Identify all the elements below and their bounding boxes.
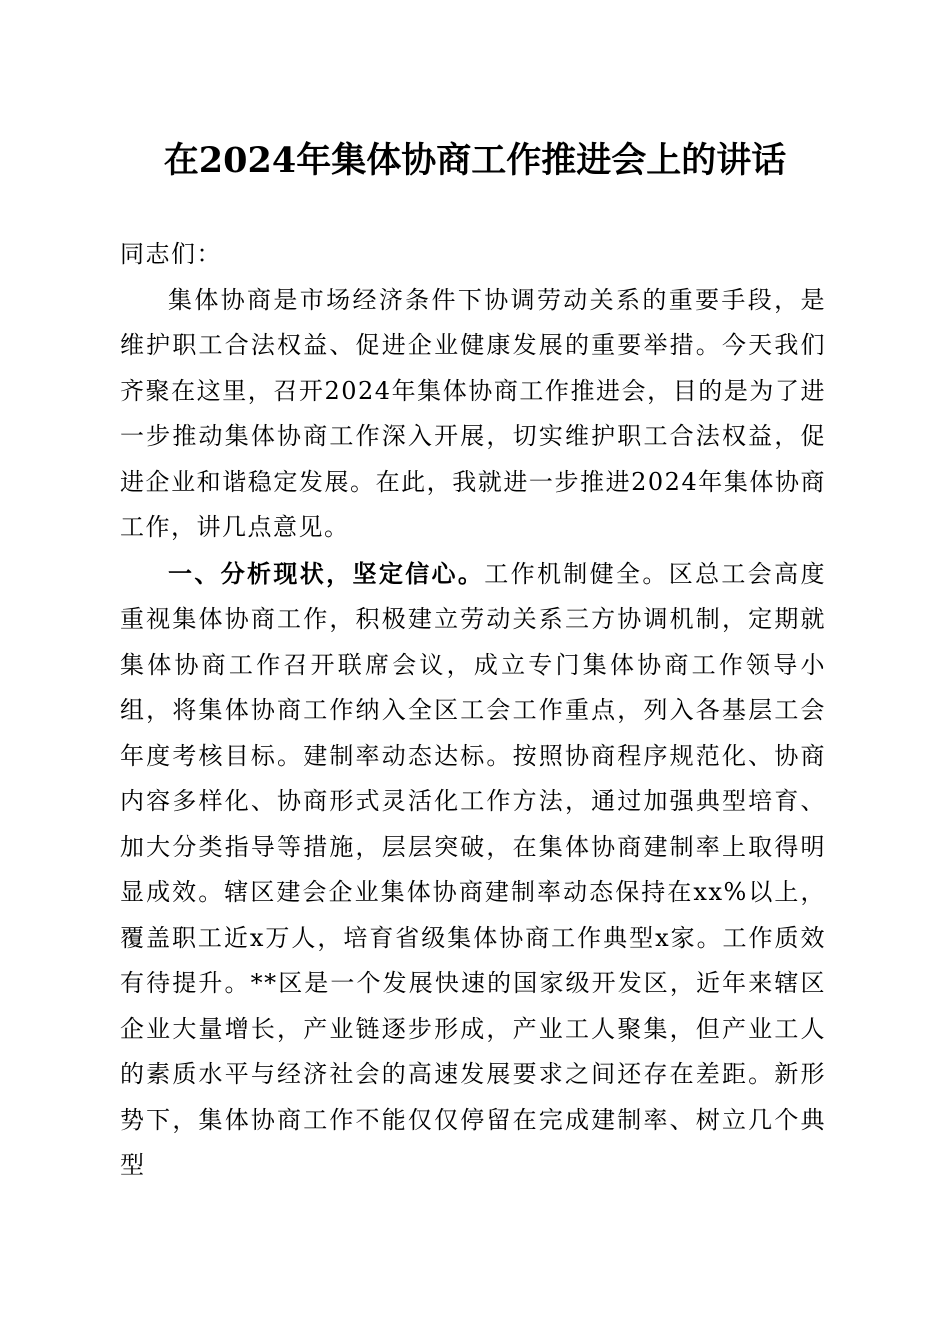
document-title: 在2024年集体协商工作推进会上的讲话 [163, 140, 787, 181]
salutation: 同志们： [120, 240, 222, 268]
section-1-text: 工作机制健全。区总工会高度重视集体协商工作，积极建立劳动关系三方协调机制，定期就集体协商工作召开联席会议，成立专门集体协商工作领导小组，将集体协商工作纳入全区工会工作重点，列入各基层工会年度考核目标。建制率动态达标。按照协商程序规范化、协商内容多样化、协商形式灵活化工作方法，通过加强典型培育、加大分类指导等措施，层层突破，在集体协商建制率上取得明显成效。辖区建会企业集体协商建制率动态保持在xx%以上，覆盖职工近x万人，培育省级集体协商工作典型x家。工作质效有待提升。**区是一个发展快速的国家级开发区，近年来辖区企业大量增长，产业链逐步形成，产业工人聚集，但产业工人的素质水平与经济社会的高速发展要求之间还存在差距。新形势下，集体协商工作不能仅仅停留在完成建制率、树立几个典型 [120, 559, 826, 1179]
document-body [120, 232, 826, 1189]
section-1-heading: 一、分析现状，坚定信心。 [168, 558, 485, 588]
intro-paragraph: 集体协商是市场经济条件下协调劳动关系的重要手段，是维护职工合法权益、促进企业健康发展的重要举措。今天我们齐聚在这里，召开2024年集体协商工作推进会，目的是为了进一步推动集体协商工作深入开展，切实维护职工合法权益，促进企业和谐稳定发展。在此，我就进一步推进2024年集体协商工作，讲几点意见。 [120, 285, 826, 541]
section-1-paragraph [120, 551, 826, 1189]
